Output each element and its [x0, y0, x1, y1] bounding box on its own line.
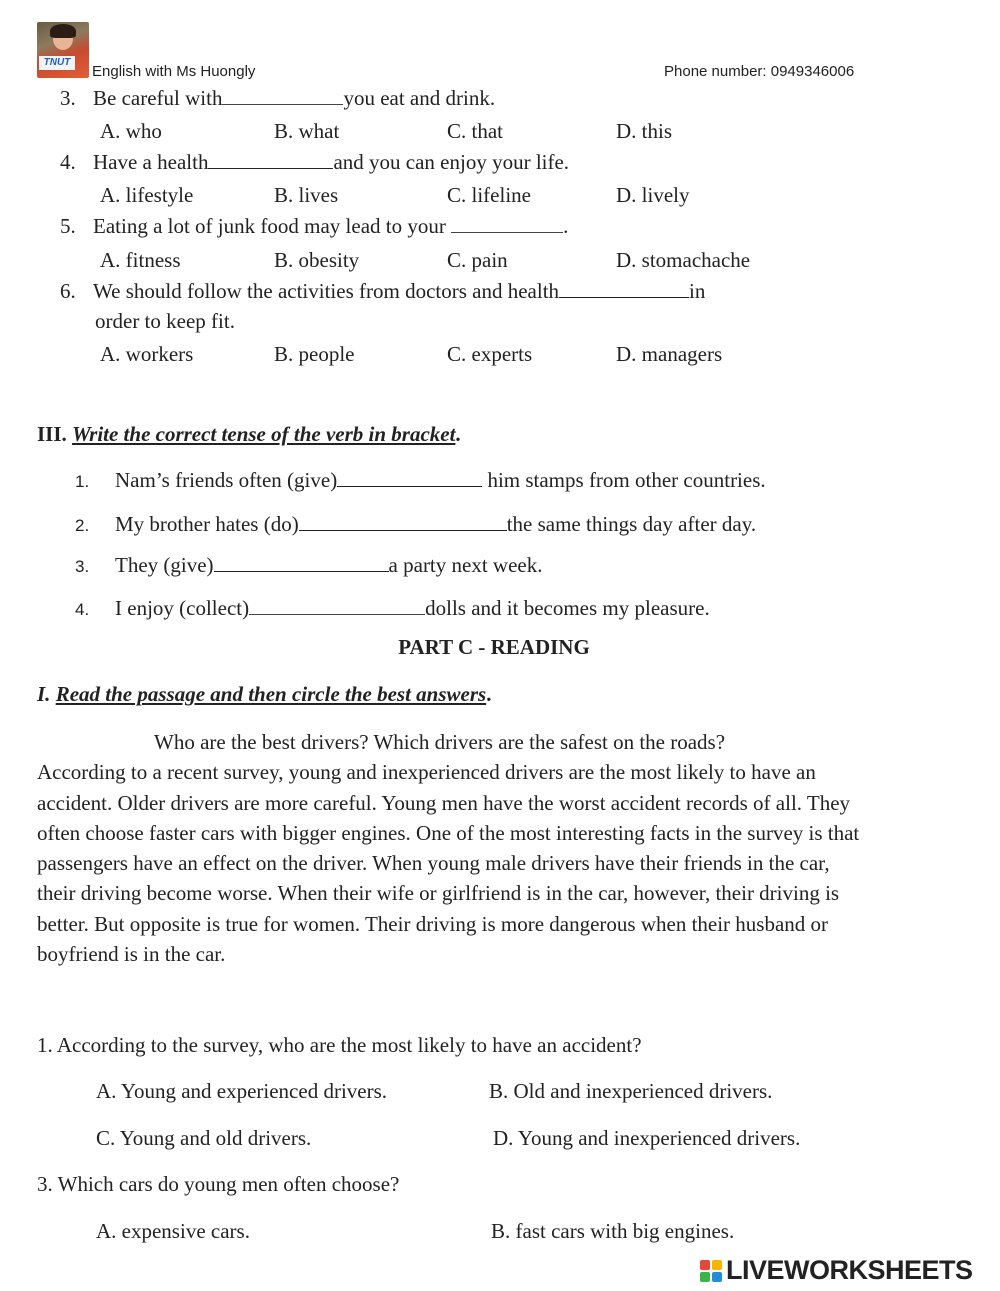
option-a[interactable]: A. fitness	[100, 248, 181, 272]
item-text-pre: Nam’s friends often (give)	[115, 468, 338, 492]
question-text-pre: Have a health	[93, 150, 209, 174]
option-b[interactable]: B. what	[274, 119, 340, 143]
mc-options-6	[0, 342, 1000, 368]
reading-q3-option-a[interactable]: A. expensive cars.	[96, 1219, 250, 1243]
option-a[interactable]: A. who	[100, 119, 162, 143]
answer-blank[interactable]	[299, 512, 507, 531]
avatar-sign: TNUT	[39, 56, 75, 70]
logo-block-4	[712, 1272, 722, 1282]
option-d[interactable]: D. managers	[616, 342, 723, 366]
reading-q1-option-d[interactable]: D. Young and inexperienced drivers.	[493, 1126, 801, 1150]
answer-blank[interactable]	[222, 86, 343, 105]
answer-blank[interactable]	[214, 553, 389, 572]
question-number: 6.	[60, 279, 76, 303]
item-text-pre: My brother hates (do)	[115, 512, 299, 536]
logo-block-3	[700, 1272, 710, 1282]
verb-item-2	[75, 512, 756, 537]
option-c[interactable]: C. lifeline	[447, 183, 531, 207]
section-title: Read the passage and then circle the best answers	[55, 682, 487, 706]
item-number: 3.	[75, 557, 90, 576]
item-text-post: him stamps from other countries.	[482, 468, 766, 492]
answer-blank[interactable]	[337, 468, 482, 487]
answer-blank[interactable]	[451, 214, 563, 233]
item-text-post: a party next week.	[388, 553, 543, 577]
section-title: Write the correct tense of the verb in bracket	[72, 422, 456, 446]
option-c[interactable]: C. experts	[447, 342, 533, 366]
question-text-pre: Eating a lot of junk food may lead to your	[93, 214, 446, 238]
question-number: 5.	[60, 214, 76, 238]
option-c[interactable]: C. that	[447, 119, 503, 143]
reading-heading	[37, 682, 491, 707]
option-d[interactable]: D. lively	[616, 183, 690, 207]
question-text-post: .	[563, 214, 569, 238]
section-label: III.	[37, 422, 67, 446]
logo-blocks-icon	[700, 1260, 722, 1282]
reading-q1-option-a[interactable]: A. Young and experienced drivers.	[96, 1079, 388, 1103]
item-text-post: dolls and it becomes my pleasure.	[425, 596, 710, 620]
answer-blank[interactable]	[559, 279, 689, 298]
item-text-pre: They (give)	[115, 553, 214, 577]
mc-question-3	[60, 86, 495, 111]
reading-q1-option-b[interactable]: B. Old and inexperienced drivers.	[489, 1079, 773, 1103]
mc-question-5	[60, 214, 568, 239]
item-text-post: the same things day after day.	[506, 512, 757, 536]
question-number: 3.	[60, 86, 76, 110]
logo-block-2	[712, 1260, 722, 1270]
option-d[interactable]: D. stomachache	[616, 248, 751, 272]
reading-question-1: 1. According to the survey, who are the most likely to have an accident?	[37, 1033, 642, 1057]
section-dot: .	[455, 422, 461, 446]
section-dot: .	[486, 682, 492, 706]
option-b[interactable]: B. obesity	[274, 248, 360, 272]
section-label: I.	[37, 682, 51, 706]
answer-blank[interactable]	[249, 596, 425, 615]
mc-options-4	[0, 183, 1000, 209]
item-number: 1.	[75, 472, 90, 491]
option-b[interactable]: B. lives	[274, 183, 339, 207]
question-number: 4.	[60, 150, 76, 174]
mc-options-5	[0, 248, 1000, 274]
reading-question-3: 3. Which cars do young men often choose?	[37, 1172, 400, 1196]
option-d[interactable]: D. this	[616, 119, 673, 143]
option-c[interactable]: C. pain	[447, 248, 508, 272]
verb-item-1	[75, 468, 766, 493]
avatar-hair	[50, 24, 76, 38]
verb-item-4	[75, 596, 710, 621]
header-avatar	[37, 22, 89, 78]
reading-q1-option-c[interactable]: C. Young and old drivers.	[96, 1126, 312, 1150]
logo-text: LIVEWORKSHEETS	[726, 1255, 973, 1285]
reading-q3-option-b[interactable]: B. fast cars with big engines.	[491, 1219, 735, 1243]
passage-first-line: Who are the best drivers? Which drivers are the safest on the roads?	[154, 730, 726, 754]
mc-question-6-continued: order to keep fit.	[95, 309, 235, 333]
header-right-text: Phone number: 0949346006	[664, 63, 855, 80]
question-text-post: and you can enjoy your life.	[333, 150, 570, 174]
mc-question-4	[60, 150, 569, 175]
option-a[interactable]: A. workers	[100, 342, 194, 366]
answer-blank[interactable]	[208, 150, 333, 169]
item-number: 4.	[75, 600, 90, 619]
passage-body: According to a recent survey, young and inexperienced drivers are the most likely to have an accident. Older drivers are more careful. Young men have the worst accident records of all. They often choose faster cars with bigger engines. One of the most interesting facts in the survey is that passengers have an effect on the driver. When young male drivers have their friends in the car, their driving become worse. When their wife or girlfriend is in the car, however, their driving is better. But opposite is true for women. Their driving is more dangerous when their husband or boyfriend is in the car.	[37, 760, 860, 967]
mc-question-6	[60, 279, 705, 304]
option-b[interactable]: B. people	[274, 342, 355, 366]
reading-passage	[37, 727, 867, 969]
item-text-pre: I enjoy (collect)	[115, 596, 250, 620]
logo-block-1	[700, 1260, 710, 1270]
question-text-pre: Be careful with	[93, 86, 223, 110]
mc-options-3	[0, 119, 1000, 145]
liveworksheets-logo	[700, 1255, 973, 1286]
question-text-post: in	[689, 279, 706, 303]
question-text-post: you eat and drink.	[343, 86, 496, 110]
option-a[interactable]: A. lifestyle	[100, 183, 194, 207]
header-left-text: English with Ms Huongly	[92, 63, 256, 80]
question-text-pre: We should follow the activities from doctors and health	[93, 279, 560, 303]
part-c-title: PART C - READING	[398, 635, 590, 659]
verb-item-3	[75, 553, 542, 578]
section-3-heading	[37, 422, 461, 447]
item-number: 2.	[75, 516, 90, 535]
